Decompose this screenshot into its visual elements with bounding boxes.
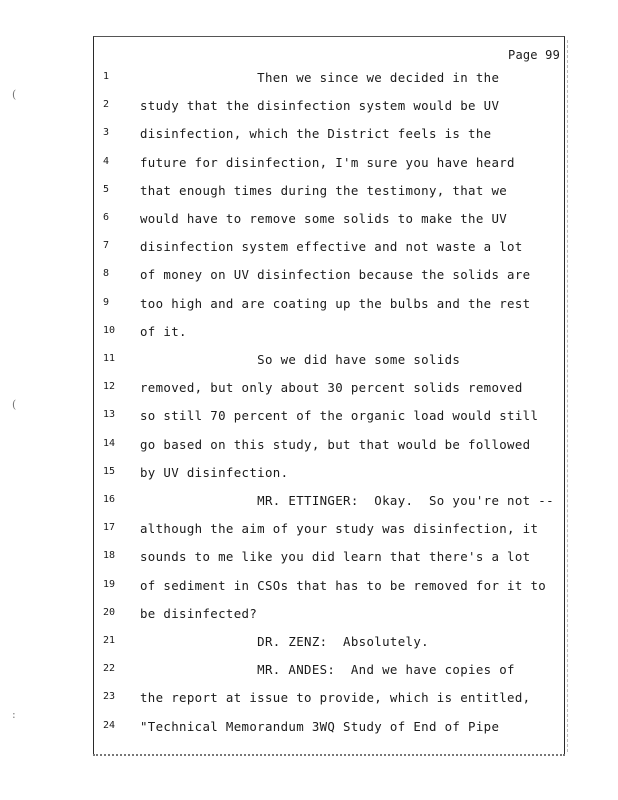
line-number: 2 [103,99,110,111]
line-number: 7 [103,240,110,252]
transcript-line: by UV disinfection. [140,464,289,480]
transcript-line: so still 70 percent of the organic load would still [140,408,539,424]
line-number: 24 [103,719,116,731]
line-number: 15 [103,465,116,477]
transcript-line: of sediment in CSOs that has to be removed for it to [140,577,547,593]
line-number: 11 [103,353,116,364]
transcript-line: sounds to me like you did learn that there's a lot [140,549,531,565]
transcript-line: the report at issue to provide, which is entitled, [140,690,531,706]
line-number: 4 [103,155,110,167]
line-number: 9 [103,296,110,308]
transcript-line: removed, but only about 30 percent solids removed [140,380,523,396]
transcript-line: too high and are coating up the bulbs and the rest [140,295,531,311]
margin-mark: : [12,708,16,721]
line-number: 22 [103,663,116,675]
transcript-line: So we did have some solids [140,352,461,367]
transcript-line: disinfection, which the District feels is the [140,126,492,142]
transcript-line: "Technical Memorandum 3WQ Study of End of Pipe [140,718,500,734]
page-bottom-border [93,754,565,756]
line-number: 20 [103,606,116,618]
transcript-line: MR. ETTINGER: Okay. So you're not -- [140,493,554,508]
transcript-line: go based on this study, but that would be followed [140,436,531,452]
transcript-line: would have to remove some solids to make the UV [140,211,508,226]
line-number: 13 [103,409,116,421]
line-number: 6 [103,212,110,223]
line-number: 10 [103,324,116,336]
transcript-line: future for disinfection, I'm sure you have heard [140,154,515,170]
line-number: 3 [103,127,110,139]
transcript-line: of money on UV disinfection because the solids are [140,267,531,283]
line-number: 16 [103,494,116,505]
transcript-line: MR. ANDES: And we have copies of [140,662,515,678]
margin-mark: ( [12,88,17,101]
line-number: 1 [103,71,110,82]
line-number: 17 [103,522,116,534]
line-number: 18 [103,550,116,562]
transcript-line: although the aim of your study was disinfection, it [140,521,539,537]
transcript-line: DR. ZENZ: Absolutely. [140,634,429,649]
page-edge-shadow [565,40,568,752]
transcript-line: Then we since we decided in the [140,70,500,85]
line-number: 12 [103,381,116,393]
line-number: 19 [103,578,116,590]
transcript-line: disinfection system effective and not waste a lot [140,239,523,255]
transcript-line: be disinfected? [140,605,258,621]
line-number: 8 [103,268,110,280]
line-number: 14 [103,437,116,449]
line-number: 23 [103,691,116,703]
transcript-line: study that the disinfection system would be UV [140,98,500,114]
transcript-line: that enough times during the testimony, that we [140,182,508,198]
line-number: 21 [103,635,116,646]
transcript-line: of it. [140,323,187,339]
margin-mark: ( [12,398,17,411]
page-number: Page 99 [508,48,560,62]
line-number: 5 [103,183,110,195]
